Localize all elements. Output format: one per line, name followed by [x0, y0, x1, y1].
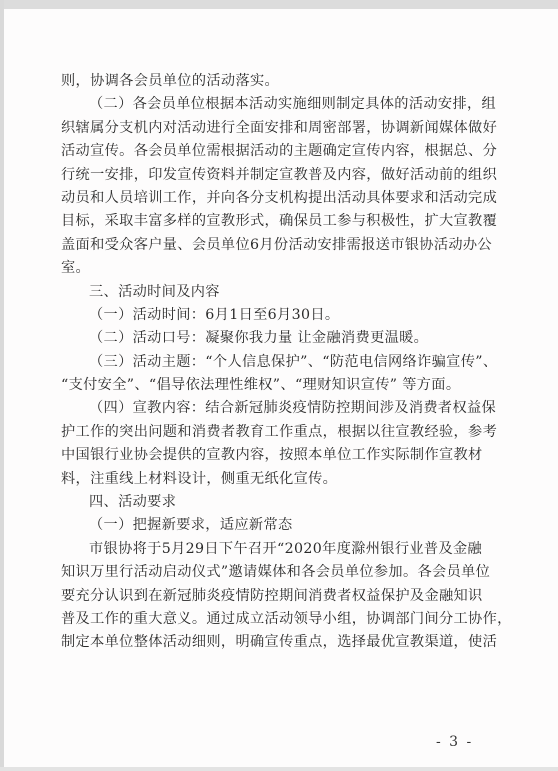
text-line: 知识万里行活动启动仪式”邀请媒体和各会员单位参加。各会员单位: [61, 564, 491, 581]
text-line: （三）活动主题：“个人信息保护”、“防范电信网络诈骗宣传”、: [89, 353, 498, 370]
text-line: 四、活动要求: [89, 494, 177, 511]
page-number: - 3 -: [436, 734, 474, 750]
scan-edge-top: [0, 0, 558, 9]
text-line: （二）各会员单位根据本活动实施细则制定具体的活动安排，组: [89, 96, 497, 113]
text-line: 织辖属分支机内对活动进行全面安排和周密部署，协调新闻媒体做好: [61, 119, 498, 136]
text-line: 制定本单位整体活动细则，明确宣传重点，选择最优宣教渠道，使活: [61, 634, 498, 651]
text-line: 中国银行业协会提供的宣教内容，按照本单位工作实际制作宣教材: [61, 447, 483, 464]
text-line: 料，注重线上材料设计，侧重无纸化宣传。: [61, 470, 338, 487]
text-line: 室。: [61, 260, 91, 277]
text-line: 三、活动时间及内容: [89, 283, 220, 300]
text-line: 盖面和受众客户量、会员单位6月份活动安排需报送市银协活动办公: [61, 236, 492, 253]
text-line: （二）活动口号：凝聚你我力量 让金融消费更温暖。: [89, 330, 429, 347]
scan-edge-bottom: [0, 767, 558, 771]
text-line: 目标，采取丰富多样的宣教形式，确保员工参与积极性，扩大宣教覆: [61, 213, 498, 230]
text-line: 动员和人员培训工作，并向各分支机构提出活动具体要求和活动完成: [61, 189, 498, 206]
text-line: “支付安全”、“倡导依法理性维权”、“理财知识宣传” 等方面。: [61, 377, 461, 394]
document-body: [61, 70, 512, 655]
text-line: 要充分认识到在新冠肺炎疫情防控期间消费者权益保护及金融知识: [61, 587, 483, 604]
text-line: 则，协调各会员单位的活动落实。: [61, 73, 280, 89]
text-line: 行统一安排，印发宣传资料并制定宣教普及内容，做好活动前的组织: [61, 166, 498, 183]
text-line: 市银协将于5月29日下午召开“2020年度滁州银行业普及金融: [89, 540, 483, 557]
text-line: （一）活动时间：6月1日至6月30日。: [89, 306, 340, 323]
text-line: 普及工作的重大意义。通过成立活动领导小组，协调部门间分工协作，: [61, 610, 512, 627]
text-line: 护工作的突出问题和消费者教育工作重点，根据以往宣教经验，参考: [61, 423, 498, 440]
scan-edge-left: [0, 0, 4, 771]
text-line: （四）宣教内容：结合新冠肺炎疫情防控期间涉及消费者权益保: [89, 400, 497, 417]
text-line: 活动宣传。各会员单位需根据活动的主题确定宣传内容，根据总、分: [61, 143, 498, 160]
text-line: （一）把握新要求，适应新常态: [89, 517, 293, 534]
